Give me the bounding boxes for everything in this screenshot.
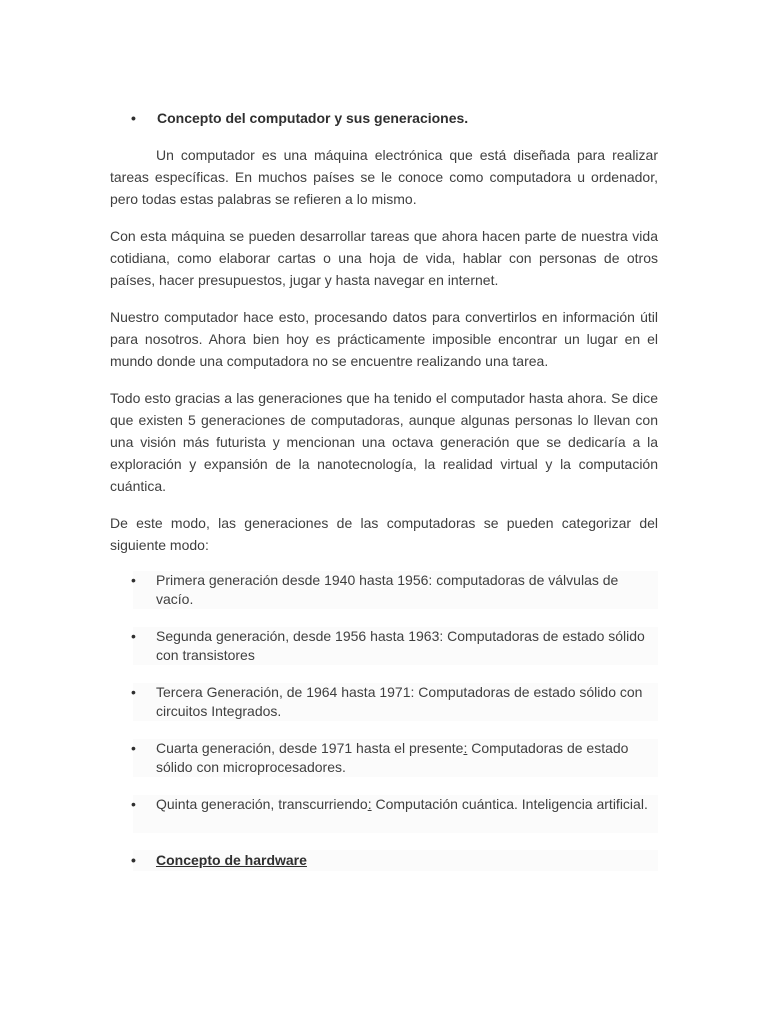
hardware-title: Concepto de hardware bbox=[156, 852, 307, 868]
bullet-icon: • bbox=[131, 628, 136, 644]
paragraph-categorize: De este modo, las generaciones de las computadoras se pueden categorizar del siguiente modo: bbox=[110, 515, 658, 553]
list-item-generation-4 bbox=[110, 739, 658, 777]
generation-text: Quinta generación, transcurriendo: Computación cuántica. Inteligencia artificial. bbox=[156, 796, 648, 812]
document-page bbox=[110, 107, 658, 870]
paragraph-generations-intro: Todo esto gracias a las generaciones que ha tenido el computador hasta ahora. Se dice que existen 5 generaciones de computadoras, aunque algunas personas lo llevan con una visión más futurista y mencionan una octava generación que se dedicaría a la exploración y expansión de la nanotecnología, la realidad virtual y la computación cuántica. bbox=[110, 390, 658, 494]
generation-text: Tercera Generación, de 1964 hasta 1971: Computadoras de estado sólido con circuitos Integrados. bbox=[156, 684, 643, 719]
bullet-icon: • bbox=[131, 684, 136, 700]
generation-text: Segunda generación, desde 1956 hasta 1963: Computadoras de estado sólido con transistores bbox=[156, 628, 645, 663]
section-heading bbox=[110, 107, 658, 129]
paragraph-definition: Un computador es una máquina electrónica que está diseñada para realizar tareas específicas. En muchos países se le conoce como computadora u ordenador, pero todas estas palabras se refieren a lo mismo. bbox=[110, 147, 658, 207]
generations-list bbox=[110, 571, 658, 833]
bullet-icon: • bbox=[131, 740, 136, 756]
generation-text: Cuarta generación, desde 1971 hasta el presente: Computadoras de estado sólido con microprocesadores. bbox=[156, 740, 629, 775]
bullet-icon: • bbox=[131, 572, 136, 588]
bullet-icon: • bbox=[131, 796, 136, 812]
list-item-generation-1 bbox=[110, 571, 658, 609]
bullet-icon: • bbox=[131, 852, 136, 868]
paragraph-uses: Con esta máquina se pueden desarrollar tareas que ahora hacen parte de nuestra vida cotidiana, como elaborar cartas o una hoja de vida, hablar con personas de otros países, hacer presupuestos, jugar y hasta navegar en internet. bbox=[110, 228, 658, 288]
hardware-heading bbox=[110, 851, 658, 870]
list-item-generation-5 bbox=[110, 795, 658, 833]
bullet-icon: • bbox=[131, 110, 136, 126]
list-item-generation-2 bbox=[110, 627, 658, 665]
generation-text: Primera generación desde 1940 hasta 1956: computadoras de válvulas de vacío. bbox=[156, 572, 619, 607]
section-title: Concepto del computador y sus generaciones. bbox=[157, 110, 469, 126]
paragraph-processing: Nuestro computador hace esto, procesando datos para convertirlos en información útil para nosotros. Ahora bien hoy es prácticamente imposible encontrar un lugar en el mundo donde una computadora no se encuentre realizando una tarea. bbox=[110, 309, 658, 369]
list-item-generation-3 bbox=[110, 683, 658, 721]
